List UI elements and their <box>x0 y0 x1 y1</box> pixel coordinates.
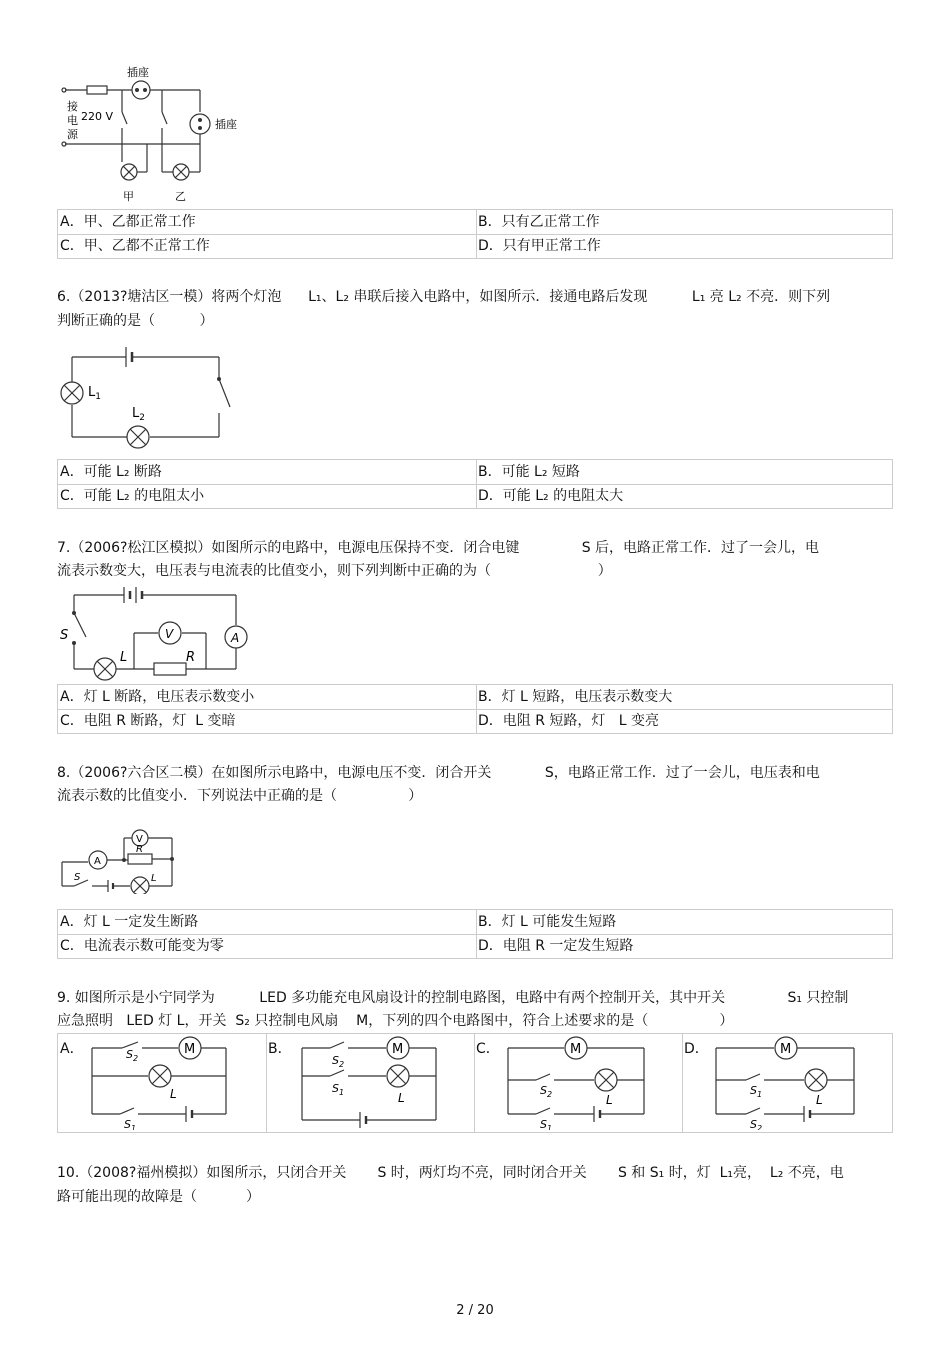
q9-c-circuit <box>502 1036 678 1130</box>
q9-option-b[interactable] <box>266 1034 475 1132</box>
q7-options-row-1 <box>57 684 893 710</box>
q9-option-a-label: A． <box>60 1041 84 1057</box>
q6-option-b[interactable]: B．可能 L₂ 短路 <box>478 464 580 480</box>
q7-options-row-2 <box>57 709 893 734</box>
q10-stem-line-2: 路可能出现的故障是（ ） <box>57 1189 260 1205</box>
q9-a-s1-label: $S_1$ <box>124 1118 137 1130</box>
q5-option-b[interactable]: B．只有乙正常工作 <box>478 214 600 230</box>
q9-option-c-label: C． <box>476 1041 500 1057</box>
q7-option-c[interactable]: C．电阻 R 断路，灯 L 变暗 <box>58 709 477 733</box>
q10-stem-line-1: 10.（2008?福州模拟）如图所示，只闭合开关 S 时，两灯均不亮，同时闭合开关 S 和 S₁ 时，灯 L₁亮， L₂ 不亮，电 <box>57 1165 844 1181</box>
q9-b-s1-label: $S_1$ <box>332 1082 345 1097</box>
q9-b-circuit <box>294 1036 470 1130</box>
q8-options-row-2 <box>57 934 893 959</box>
q7-option-d[interactable]: D．电阻 R 短路，灯 L 变亮 <box>478 713 660 729</box>
q9-stem-line-2: 应急照明 LED 灯 L，开关 S₂ 只控制电风扇 M，下列的四个电路图中，符合上述要求的是（ ） <box>57 1013 734 1029</box>
fig6-l1-label: $L_1$ <box>88 385 101 402</box>
q6-option-c[interactable]: C．可能 L₂ 的电阻太小 <box>58 484 477 508</box>
fig8-s-label: S <box>74 872 81 883</box>
q9-d-motor-label: M <box>780 1042 792 1057</box>
q9-c-motor-label: M <box>570 1042 582 1057</box>
q6-stem-line-2: 判断正确的是（ ） <box>57 313 214 329</box>
fig7-a-label: A <box>231 631 240 645</box>
fig7-v-label: V <box>165 627 174 641</box>
q9-d-l-label: L <box>816 1093 823 1107</box>
q9-options-grid <box>57 1033 893 1133</box>
q5-options-row-2 <box>57 234 893 259</box>
fig8-a-label: A <box>94 856 101 867</box>
q5-option-c[interactable]: C．甲、乙都不正常工作 <box>58 234 477 258</box>
q8-option-a[interactable]: A．灯 L 一定发生断路 <box>58 910 477 934</box>
q5-option-a[interactable]: A．甲、乙都正常工作 <box>58 210 477 234</box>
q9-c-s2-label: $S_2$ <box>540 1084 553 1099</box>
q8-option-d[interactable]: D．电阻 R 一定发生短路 <box>478 938 634 954</box>
q6-circuit-figure <box>58 343 243 455</box>
fig5-voltage-label: 220 V <box>81 110 114 123</box>
fig7-s-label: S <box>60 628 69 643</box>
q8-circuit-figure <box>58 818 183 894</box>
q8-option-c[interactable]: C．电流表示数可能变为零 <box>58 934 477 958</box>
q9-d-circuit <box>710 1036 886 1130</box>
fig8-r-label: R <box>136 844 143 855</box>
q7-option-a[interactable]: A．灯 L 断路，电压表示数变小 <box>58 685 477 709</box>
q9-d-s2-label: $S_2$ <box>750 1118 763 1130</box>
q9-option-d[interactable] <box>682 1034 890 1132</box>
fig5-power-label-3: 源 <box>67 128 78 141</box>
fig7-r-label: R <box>186 650 196 665</box>
q9-b-motor-label: M <box>392 1042 404 1057</box>
q9-c-s1-label: $S_1$ <box>540 1118 553 1130</box>
q7-option-b[interactable]: B．灯 L 短路，电压表示数变大 <box>478 689 673 705</box>
q9-b-s2-label: $S_2$ <box>332 1054 345 1069</box>
fig5-socket-right-label: 插座 <box>215 118 237 131</box>
page-number: 2 / 20 <box>456 1303 494 1318</box>
q9-a-motor-label: M <box>184 1042 196 1057</box>
q7-stem-line-1: 7.（2006?松江区模拟）如图所示的电路中，电源电压保持不变．闭合电键 S 后，电路正常工作．过了一会儿，电 <box>57 540 820 556</box>
q8-options-row-1 <box>57 909 893 935</box>
q8-stem-line-1: 8.（2006?六合区二模）在如图所示电路中，电源电压不变．闭合开关 S，电路正常工作．过了一会儿，电压表和电 <box>57 765 820 781</box>
q6-options-row-1 <box>57 459 893 485</box>
q9-option-b-label: B． <box>268 1041 292 1057</box>
q6-stem-line-1: 6.（2013?塘沽区一模）将两个灯泡 L₁、L₂ 串联后接入电路中，如图所示．接通电路后发现 L₁ 亮 L₂ 不亮．则下列 <box>57 289 831 305</box>
q9-a-l-label: L <box>170 1087 177 1101</box>
fig5-yi-label: 乙 <box>175 190 186 203</box>
fig5-power-label-1: 接 <box>67 100 78 113</box>
fig7-l-label: L <box>120 650 128 665</box>
q9-option-c[interactable] <box>474 1034 683 1132</box>
fig6-l2-label: $L_2$ <box>132 406 145 423</box>
q9-option-a[interactable] <box>58 1034 267 1132</box>
q9-option-d-label: D． <box>684 1041 709 1057</box>
q9-d-s1-label: $S_1$ <box>750 1084 763 1099</box>
q7-circuit-figure <box>58 583 258 683</box>
fig5-socket-top-label: 插座 <box>127 66 149 79</box>
q5-option-d[interactable]: D．只有甲正常工作 <box>478 238 601 254</box>
fig5-jia-label: 甲 <box>123 190 134 203</box>
q5-options-row-1 <box>57 209 893 235</box>
q6-option-d[interactable]: D．可能 L₂ 的电阻太大 <box>478 488 624 504</box>
q9-a-s2-label: $S_2$ <box>126 1048 139 1063</box>
q9-c-l-label: L <box>606 1093 613 1107</box>
fig8-l-label: L <box>151 873 157 884</box>
q8-option-b[interactable]: B．灯 L 可能发生短路 <box>478 914 617 930</box>
fig5-power-label-2: 电 <box>67 114 78 127</box>
q9-a-circuit <box>86 1036 262 1130</box>
q7-stem-line-2: 流表示数变大，电压表与电流表的比值变小，则下列判断中正确的为（ ） <box>57 563 612 579</box>
fig8-v-label: V <box>136 834 143 845</box>
q9-stem-line-1: 9. 如图所示是小宁同学为 LED 多功能充电风扇设计的控制电路图，电路中有两个控制开关，其中开关 S₁ 只控制 <box>57 990 849 1006</box>
q6-options-row-2 <box>57 484 893 509</box>
q6-option-a[interactable]: A．可能 L₂ 断路 <box>58 460 477 484</box>
q9-b-l-label: L <box>398 1091 405 1105</box>
q5-circuit-figure <box>55 62 255 207</box>
q8-stem-line-2: 流表示数的比值变小．下列说法中正确的是（ ） <box>57 788 423 804</box>
